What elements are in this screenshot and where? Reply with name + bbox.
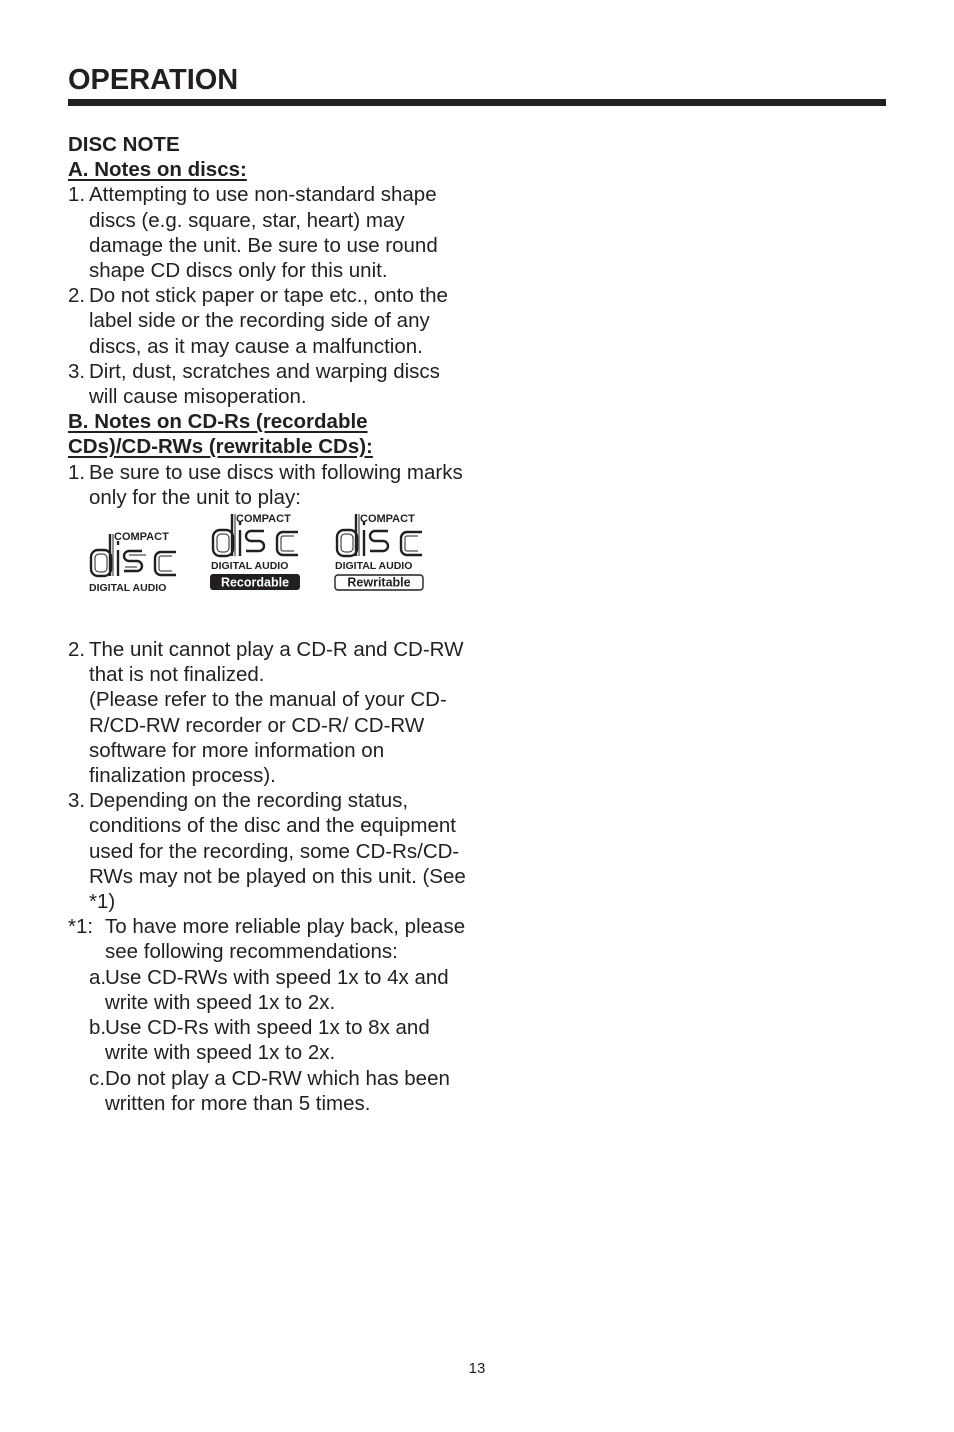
footnote-text: To have more reliable play back, please see following recommendations: [105,915,466,964]
compact-disc-rewritable-logo [334,514,430,610]
page-number: 13 [468,1360,486,1377]
subsection-b-heading-line2: CDs)/CD-RWs (rewritable CDs): [68,435,373,459]
page-title: OPERATION [68,64,239,96]
list-text: Dirt, dust, scratches and warping discs will cause misoperation. [89,359,440,409]
logo-rewritable-text: Rewritable [347,575,411,590]
logo-recordable-text: Recordable [220,575,290,590]
list-text: Do not stick paper or tape etc., onto the label side or the recording side of any discs, as it may cause a malfunction. [89,284,448,358]
compact-disc-logo [88,528,184,598]
section-heading: DISC NOTE [68,133,180,156]
list-item [68,460,468,510]
list-item [68,359,468,409]
subsection-b-heading-line1: B. Notes on CD-Rs (recordable [68,410,368,434]
list-number: 3. [68,789,86,813]
list-text: Be sure to use discs with following marks only for the unit to play: [89,460,463,509]
footnote [68,914,468,964]
logo-compact-text: COMPACT [236,514,291,526]
list-item [68,283,468,359]
list-item [68,637,468,788]
recommendation-item: c. Do not play a CD-RW which has been written for more than 5 times. [89,1066,450,1115]
compact-disc-recordable-logo [210,514,306,610]
list-item [68,788,468,914]
list-number: 2. [68,284,86,308]
recommendation-item: b. Use CD-Rs with speed 1x to 8x and write with speed 1x to 2x. [89,1016,430,1065]
logo-digital-audio-text: DIGITAL AUDIO [211,560,289,573]
logo-compact-text: COMPACT [114,531,169,544]
list-text: Attempting to use non-standard shape discs (e.g. square, star, heart) may damage the unit. Be sure to use round shape CD discs only for this unit. [89,183,438,283]
main-content [68,132,468,1116]
disc-logos [68,510,468,637]
title-rule [68,99,886,106]
logo-digital-audio-text: DIGITAL AUDIO [335,560,413,573]
list-number: 2. [68,638,86,662]
footnote-marker: *1: [68,915,94,939]
list-text: Depending on the recording status, conditions of the disc and the equipment used for the recording, some CD-Rs/CD-RWs may not be played on this unit. (See *1) [89,789,466,914]
recommendation-item: a. Use CD-RWs with speed 1x to 4x and write with speed 1x to 2x. [89,965,449,1014]
list-text: The unit cannot play a CD-R and CD-RW that is not finalized. (Please refer to the manual of your CD-R/CD-RW recorder or CD-R/ CD-RW software for more information on finalization process). [89,638,464,788]
list-number: 3. [68,359,86,383]
list-item [68,182,468,283]
logo-digital-audio-text: DIGITAL AUDIO [89,582,167,595]
list-number: 1. [68,460,86,484]
list-number: 1. [68,183,86,207]
logo-compact-text: COMPACT [360,514,415,526]
subsection-a-heading: A. Notes on discs: [68,158,247,182]
